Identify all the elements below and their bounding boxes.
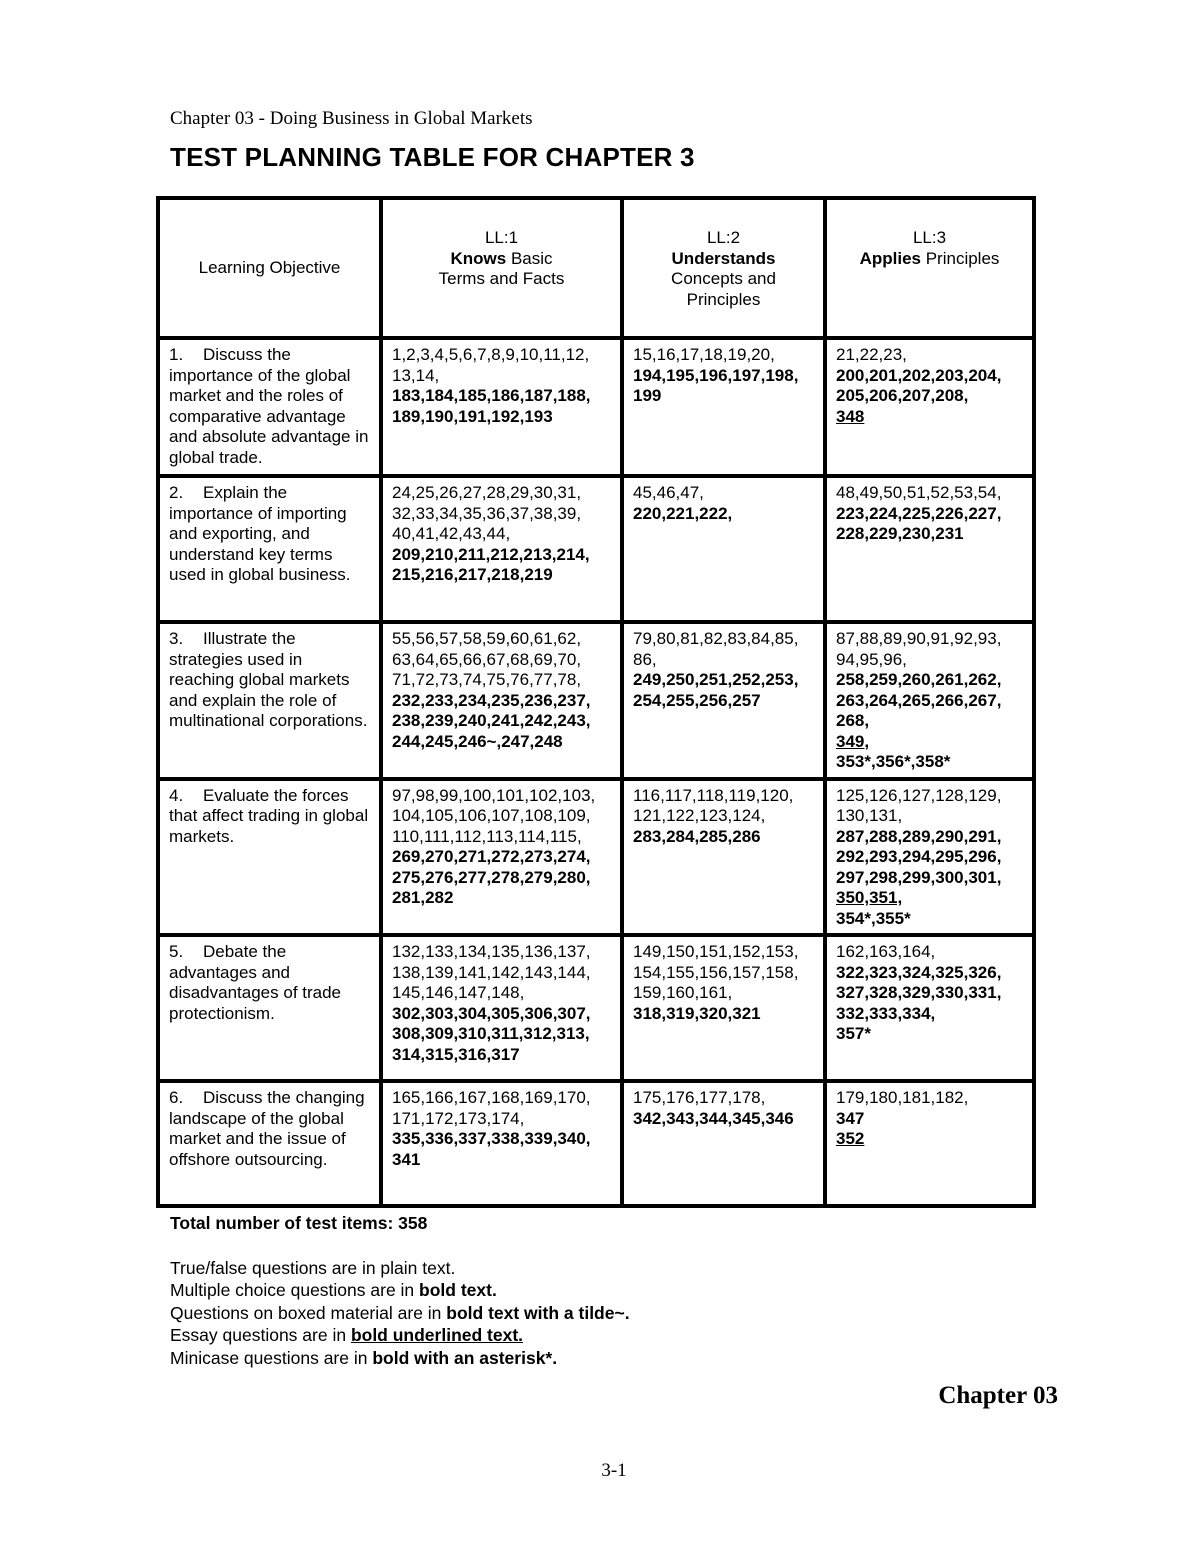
legend-emphasis: bold text with a tilde~.: [446, 1302, 630, 1323]
question-numbers-line: 175,176,177,178,: [633, 1088, 766, 1107]
ll2-items-cell: [622, 1081, 825, 1206]
question-numbers-line: 353*,356*,358*: [836, 752, 951, 771]
ll2-items-cell: [622, 338, 825, 476]
ll1-code: LL:1: [484, 228, 519, 247]
objective-number: 2.: [169, 483, 184, 502]
test-planning-table: [156, 196, 1036, 1208]
question-numbers-line: 145,146,147,148,: [392, 983, 525, 1002]
ll3-title: Applies Principles: [859, 248, 1000, 268]
learning-objective-cell: [158, 779, 381, 936]
ll3-items-cell: [825, 935, 1034, 1081]
ll1-title: Knows Basic: [450, 248, 553, 268]
question-numbers-line: 341: [392, 1149, 421, 1169]
legend-emphasis: bold with an asterisk*.: [372, 1347, 558, 1368]
ll1-subtitle: Terms and Facts: [438, 269, 565, 288]
question-numbers-line: 154,155,156,157,158,: [633, 962, 799, 982]
ll2-items-cell: [622, 935, 825, 1081]
objective-text: Discuss the changing landscape of the global market and the issue of offshore outsourcing.: [169, 1088, 365, 1169]
legend-line: [170, 1257, 630, 1280]
ll2-header: [622, 198, 825, 338]
objective-text: Evaluate the forces that affect trading in global markets.: [169, 785, 369, 846]
question-numbers-line: 138,139,141,142,143,144,: [392, 962, 591, 982]
question-numbers-line: 104,105,106,107,108,109,: [392, 806, 591, 825]
question-numbers-line: 194,195,196,197,198,: [633, 365, 799, 385]
ll2-subtitle-2: Principles: [686, 289, 761, 309]
table-row: [158, 779, 1034, 936]
ll3-items-cell: [825, 1081, 1034, 1206]
question-numbers-line: 342,343,344,345,346: [633, 1108, 794, 1128]
ll3-items-cell: [825, 622, 1034, 779]
legend-text: True/false questions are in plain text.: [170, 1257, 456, 1278]
question-numbers-line: 349,: [836, 731, 870, 751]
question-numbers-line: 183,184,185,186,187,188,: [392, 386, 591, 405]
question-numbers-line: 223,224,225,226,227,: [836, 503, 1002, 523]
question-numbers-line: 335,336,337,338,339,340,: [392, 1129, 591, 1148]
question-numbers-line: 354*,355*: [836, 908, 911, 928]
learning-objective-cell: [158, 935, 381, 1081]
question-numbers-line: 116,117,118,119,120,: [633, 785, 794, 805]
total-items: Total number of test items: 358: [170, 1213, 428, 1233]
question-numbers-line: 165,166,167,168,169,170,: [392, 1088, 591, 1107]
question-numbers-line: 292,293,294,295,296,: [836, 847, 1002, 866]
ll1-items-cell: [381, 338, 622, 476]
question-numbers-line: 48,49,50,51,52,53,54,: [836, 483, 1002, 502]
question-numbers-line: 40,41,42,43,44,: [392, 524, 511, 543]
learning-objective-header: Learning Objective: [158, 198, 381, 338]
question-numbers-line: 24,25,26,27,28,29,30,31,: [392, 483, 582, 502]
question-numbers-line: 97,98,99,100,101,102,103,: [392, 785, 596, 805]
ll2-title: Understands: [671, 248, 776, 268]
ll1-items-cell: [381, 476, 622, 622]
objective-number: 6.: [169, 1088, 184, 1107]
question-numbers-line: 258,259,260,261,262,: [836, 670, 1002, 689]
question-numbers-line: 189,190,191,192,193: [392, 406, 553, 426]
learning-objective-cell: [158, 338, 381, 476]
ll3-code: LL:3: [912, 228, 947, 247]
objective-number: 5.: [169, 942, 184, 961]
ll3-items-cell: [825, 476, 1034, 622]
question-numbers-line: 327,328,329,330,331,: [836, 983, 1002, 1002]
table-header-row: [158, 198, 1034, 338]
question-numbers-line: 254,255,256,257: [633, 690, 761, 710]
question-numbers-line: 1,2,3,4,5,6,7,8,9,10,11,12,: [392, 345, 590, 364]
question-numbers-line: 199: [633, 386, 662, 405]
learning-objective-cell: [158, 622, 381, 779]
question-numbers-line: 205,206,207,208,: [836, 386, 969, 405]
legend-line: [170, 1302, 630, 1325]
ll1-items-cell: [381, 779, 622, 936]
question-numbers-line: 357*: [836, 1024, 871, 1043]
ll3-items-cell: [825, 779, 1034, 936]
question-numbers-line: 130,131,: [836, 806, 903, 825]
question-numbers-line: 244,245,246~,247,248: [392, 731, 563, 751]
legend-line: [170, 1279, 630, 1302]
question-numbers-line: 215,216,217,218,219: [392, 565, 553, 584]
ll2-items-cell: [622, 779, 825, 936]
question-numbers-line: 162,163,164,: [836, 942, 936, 961]
learning-objective-cell: [158, 476, 381, 622]
page-number: 3-1: [601, 1460, 627, 1481]
question-numbers-line: 87,88,89,90,91,92,93,: [836, 629, 1002, 648]
question-numbers-line: 308,309,310,311,312,313,: [392, 1024, 590, 1043]
ll2-items-cell: [622, 622, 825, 779]
question-numbers-line: 348: [836, 406, 865, 426]
question-numbers-line: 268,: [836, 711, 870, 730]
question-numbers-line: 263,264,265,266,267,: [836, 690, 1002, 710]
question-numbers-line: 318,319,320,321: [633, 1003, 761, 1023]
question-numbers-line: 200,201,202,203,204,: [836, 365, 1002, 385]
question-numbers-line: 63,64,65,66,67,68,69,70,: [392, 649, 582, 669]
objective-number: 4.: [169, 785, 184, 805]
question-numbers-line: 71,72,73,74,75,76,77,78,: [392, 670, 582, 689]
question-numbers-line: 283,284,285,286: [633, 826, 761, 846]
question-numbers-line: 322,323,324,325,326,: [836, 962, 1002, 982]
ll1-items-cell: [381, 1081, 622, 1206]
question-numbers-line: 297,298,299,300,301,: [836, 867, 1002, 887]
question-numbers-line: 171,172,173,174,: [392, 1108, 525, 1128]
question-numbers-line: 125,126,127,128,129,: [836, 785, 1002, 805]
question-numbers-line: 228,229,230,231: [836, 524, 964, 543]
table-row: [158, 622, 1034, 779]
table-row: [158, 338, 1034, 476]
objective-number: 3.: [169, 629, 184, 648]
question-numbers-line: 238,239,240,241,242,243,: [392, 711, 591, 730]
question-numbers-line: 232,233,234,235,236,237,: [392, 690, 591, 710]
question-numbers-line: 220,221,222,: [633, 503, 733, 523]
objective-text: Debate the advantages and disadvantages of trade protectionism.: [169, 942, 342, 1023]
table-row: [158, 1081, 1034, 1206]
question-numbers-line: 15,16,17,18,19,20,: [633, 345, 775, 364]
ll1-items-cell: [381, 935, 622, 1081]
question-numbers-line: 32,33,34,35,36,37,38,39,: [392, 503, 582, 523]
legend-text: Essay questions are in: [170, 1325, 351, 1346]
question-numbers-line: 45,46,47,: [633, 483, 704, 502]
question-numbers-line: 110,111,112,113,114,115,: [392, 826, 582, 846]
table-row: [158, 476, 1034, 622]
question-numbers-line: 281,282: [392, 888, 454, 907]
question-numbers-line: 314,315,316,317: [392, 1044, 520, 1064]
footer-chapter-label: Chapter 03: [938, 1382, 1058, 1409]
question-numbers-line: 179,180,181,182,: [836, 1088, 969, 1107]
legend-text: Questions on boxed material are in: [170, 1302, 447, 1323]
question-numbers-line: 21,22,23,: [836, 345, 907, 364]
ll3-items-cell: [825, 338, 1034, 476]
legend-emphasis: bold underlined text.: [350, 1325, 524, 1346]
question-numbers-line: 209,210,211,212,213,214,: [392, 544, 590, 564]
ll2-items-cell: [622, 476, 825, 622]
legend-text: Minicase questions are in: [170, 1347, 373, 1368]
legend-line: [170, 1324, 630, 1347]
question-numbers-line: 332,333,334,: [836, 1003, 936, 1023]
question-numbers-line: 269,270,271,272,273,274,: [392, 847, 591, 866]
running-header: Chapter 03 - Doing Business in Global Markets: [170, 108, 533, 129]
summary-section: [170, 1212, 630, 1370]
ll2-subtitle: Concepts and: [671, 269, 776, 288]
ll3-header: [825, 198, 1034, 338]
question-numbers-line: 86,: [633, 649, 657, 669]
question-numbers-line: 121,122,123,124,: [633, 806, 766, 825]
legend-text: Multiple choice questions are in: [170, 1280, 420, 1301]
ll1-items-cell: [381, 622, 622, 779]
table-row: [158, 935, 1034, 1081]
question-numbers-line: 352: [836, 1129, 865, 1148]
question-numbers-line: 350,351,: [836, 888, 903, 907]
learning-objective-cell: [158, 1081, 381, 1206]
question-numbers-line: 249,250,251,252,253,: [633, 670, 799, 689]
legend-line: [170, 1347, 630, 1370]
question-numbers-line: 94,95,96,: [836, 649, 907, 669]
question-numbers-line: 287,288,289,290,291,: [836, 826, 1002, 846]
ll2-code: LL:2: [706, 228, 741, 247]
question-numbers-line: 13,14,: [392, 365, 440, 385]
objective-text: Illustrate the strategies used in reaching global markets and explain the role of multinational corporations.: [169, 629, 368, 730]
legend-emphasis: bold text.: [419, 1280, 497, 1301]
question-numbers-line: 159,160,161,: [633, 983, 733, 1002]
question-numbers-line: 275,276,277,278,279,280,: [392, 867, 591, 887]
format-legend: [170, 1257, 630, 1370]
objective-text: Discuss the importance of the global market and the roles of comparative advantage and absolute advantage in global trade.: [169, 345, 369, 467]
page-title: TEST PLANNING TABLE FOR CHAPTER 3: [170, 142, 695, 172]
question-numbers-line: 79,80,81,82,83,84,85,: [633, 629, 799, 648]
question-numbers-line: 55,56,57,58,59,60,61,62,: [392, 629, 582, 648]
question-numbers-line: 132,133,134,135,136,137,: [392, 942, 591, 961]
question-numbers-line: 302,303,304,305,306,307,: [392, 1003, 591, 1023]
objective-text: Explain the importance of importing and exporting, and understand key terms used in global business.: [169, 483, 351, 584]
objective-number: 1.: [169, 345, 184, 364]
ll1-header: [381, 198, 622, 338]
question-numbers-line: 347: [836, 1108, 865, 1128]
question-numbers-line: 149,150,151,152,153,: [633, 942, 799, 961]
